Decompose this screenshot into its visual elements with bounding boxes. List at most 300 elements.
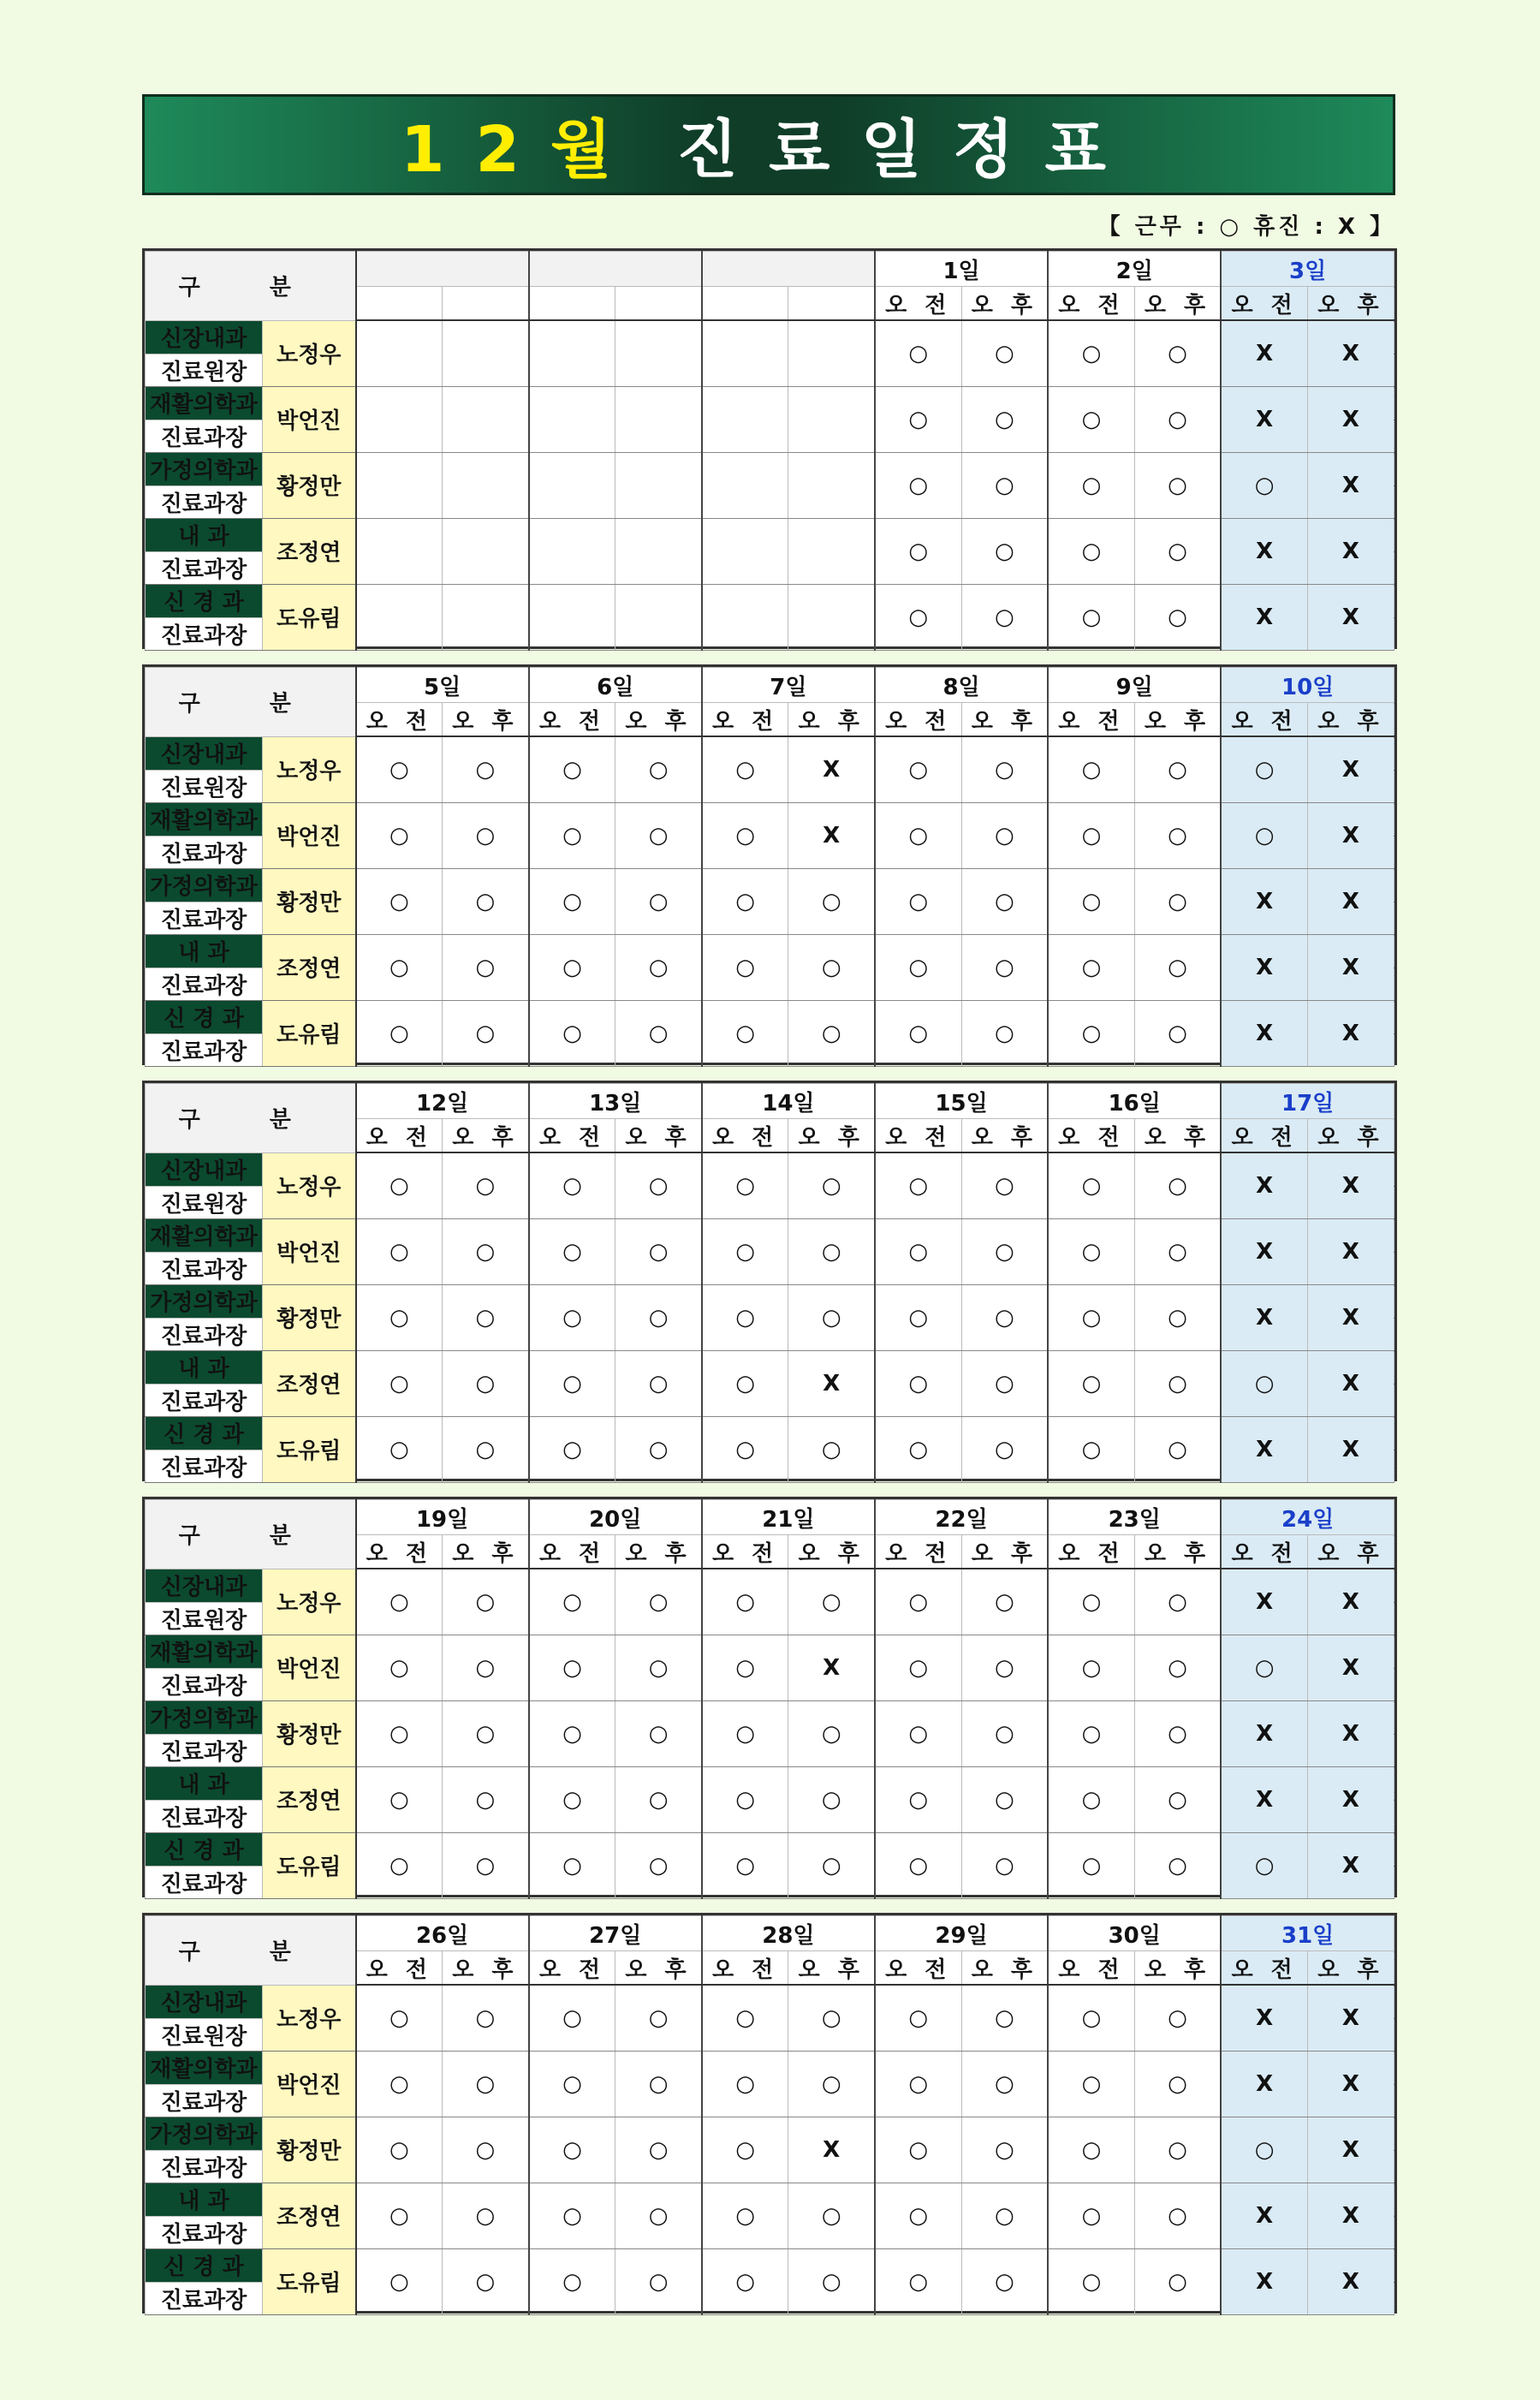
schedule-cell — [702, 584, 788, 650]
schedule-cell: X — [1307, 1152, 1394, 1218]
schedule-cell — [788, 584, 875, 650]
schedule-cell: X — [1221, 868, 1307, 934]
schedule-cell: ○ — [1134, 518, 1221, 584]
schedule-cell: ○ — [1048, 1350, 1134, 1416]
am-header — [356, 287, 443, 321]
schedule-cell: ○ — [1048, 2183, 1134, 2248]
schedule-cell: ○ — [1134, 2183, 1221, 2248]
role-label: 진료과장 — [146, 968, 263, 1000]
schedule-cell: ○ — [443, 868, 529, 934]
schedule-cell: ○ — [529, 1218, 615, 1284]
doctor-name: 황정만 — [263, 868, 356, 934]
pm-header: 오 후 — [961, 1535, 1048, 1569]
schedule-cell: X — [788, 1350, 875, 1416]
day-header: 12일 — [356, 1084, 529, 1119]
schedule-cell: ○ — [356, 2183, 443, 2248]
schedule-cell: X — [1307, 1635, 1394, 1700]
schedule-cell: ○ — [702, 934, 788, 1000]
schedule-cell: ○ — [1134, 1635, 1221, 1700]
department-label: 신장내과 — [146, 1985, 263, 2018]
schedule-cell: X — [1307, 2183, 1394, 2248]
department-label: 재활의학과 — [146, 2051, 263, 2084]
schedule-cell: X — [1221, 934, 1307, 1000]
gubun-header: 구 분 — [146, 1500, 356, 1569]
schedule-cell: ○ — [1134, 2117, 1221, 2183]
schedule-cell: ○ — [356, 2051, 443, 2117]
doctor-name: 황정만 — [263, 452, 356, 518]
schedule-cell: ○ — [1221, 1635, 1307, 1700]
day-header: 3일 — [1221, 252, 1394, 287]
schedule-cell: ○ — [1134, 1569, 1221, 1635]
schedule-cell: ○ — [875, 1350, 961, 1416]
pm-header: 오 후 — [1307, 287, 1394, 321]
department-label: 내 과 — [146, 518, 263, 551]
schedule-cell: ○ — [529, 736, 615, 802]
am-header: 오 전 — [356, 1951, 443, 1986]
schedule-cell: ○ — [529, 1000, 615, 1066]
schedule-cell: X — [788, 802, 875, 868]
doctor-name: 박언진 — [263, 1218, 356, 1284]
doctor-name: 노정우 — [263, 1152, 356, 1218]
schedule-cell: ○ — [1048, 1416, 1134, 1482]
role-label: 진료과장 — [146, 485, 263, 518]
pm-header: 오 후 — [1134, 287, 1221, 321]
day-header: 31일 — [1221, 1916, 1394, 1951]
schedule-cell: ○ — [1134, 1700, 1221, 1766]
role-label: 진료과장 — [146, 1252, 263, 1284]
schedule-cell: X — [1307, 2248, 1394, 2314]
am-header: 오 전 — [875, 1119, 961, 1153]
schedule-cell: ○ — [702, 1635, 788, 1700]
doctor-name: 조정연 — [263, 1766, 356, 1832]
schedule-cell: ○ — [875, 386, 961, 452]
week-table — [142, 1913, 1397, 2314]
schedule-cell: ○ — [961, 1635, 1048, 1700]
schedule-cell: X — [1307, 452, 1394, 518]
schedule-cell: ○ — [356, 2117, 443, 2183]
pm-header: 오 후 — [1307, 1119, 1394, 1153]
week-table — [142, 1497, 1397, 1897]
schedule-cell: ○ — [788, 934, 875, 1000]
schedule-cell: ○ — [615, 2051, 702, 2117]
schedule-cell: ○ — [702, 1152, 788, 1218]
schedule-cell: ○ — [356, 1218, 443, 1284]
day-header: 22일 — [875, 1500, 1048, 1535]
week-table — [142, 664, 1397, 1065]
schedule-cell: X — [1307, 1284, 1394, 1350]
department-label: 내 과 — [146, 934, 263, 968]
am-header: 오 전 — [875, 1951, 961, 1986]
pm-header: 오 후 — [443, 703, 529, 737]
department-label: 신 경 과 — [146, 1000, 263, 1033]
schedule-cell: ○ — [615, 1635, 702, 1700]
title-month: 12월 — [401, 113, 643, 187]
schedule-cell: ○ — [1048, 2051, 1134, 2117]
schedule-cell: ○ — [1048, 1284, 1134, 1350]
schedule-cell: ○ — [615, 1218, 702, 1284]
pm-header: 오 후 — [788, 703, 875, 737]
department-label: 신장내과 — [146, 320, 263, 354]
doctor-name: 도유림 — [263, 1832, 356, 1898]
schedule-cell: ○ — [615, 934, 702, 1000]
schedule-cell: ○ — [1048, 1000, 1134, 1066]
schedule-cell — [702, 518, 788, 584]
role-label: 진료과장 — [146, 1800, 263, 1832]
schedule-cell: ○ — [1221, 736, 1307, 802]
schedule-cell: ○ — [702, 1350, 788, 1416]
schedule-cell: ○ — [1134, 736, 1221, 802]
schedule-cell: ○ — [961, 1569, 1048, 1635]
schedule-cell — [788, 386, 875, 452]
role-label: 진료원장 — [146, 2018, 263, 2051]
schedule-cell: ○ — [875, 584, 961, 650]
schedule-cell: ○ — [615, 2117, 702, 2183]
day-header: 1일 — [875, 252, 1048, 287]
pm-header: 오 후 — [1134, 1535, 1221, 1569]
doctor-name: 조정연 — [263, 1350, 356, 1416]
day-header — [702, 252, 875, 287]
schedule-cell: X — [1221, 320, 1307, 386]
department-label: 가정의학과 — [146, 452, 263, 485]
schedule-cell: ○ — [529, 1350, 615, 1416]
schedule-cell: ○ — [788, 2248, 875, 2314]
doctor-name: 황정만 — [263, 1284, 356, 1350]
schedule-cell: ○ — [615, 2248, 702, 2314]
schedule-cell: ○ — [443, 934, 529, 1000]
schedule-cell — [615, 320, 702, 386]
schedule-cell: X — [1221, 584, 1307, 650]
schedule-cell: ○ — [1134, 1218, 1221, 1284]
pm-header: 오 후 — [1307, 1951, 1394, 1986]
schedule-cell: ○ — [1221, 2117, 1307, 2183]
pm-header: 오 후 — [961, 1951, 1048, 1986]
schedule-cell: ○ — [702, 2117, 788, 2183]
department-label: 신장내과 — [146, 1152, 263, 1186]
role-label: 진료과장 — [146, 1033, 263, 1066]
doctor-name: 황정만 — [263, 1700, 356, 1766]
schedule-cell: ○ — [529, 802, 615, 868]
schedule-cell: ○ — [961, 1985, 1048, 2051]
gubun-header: 구 분 — [146, 1084, 356, 1153]
schedule-cell: ○ — [788, 1832, 875, 1898]
schedule-cell: ○ — [788, 868, 875, 934]
pm-header: 오 후 — [1307, 1535, 1394, 1569]
day-header: 20일 — [529, 1500, 702, 1535]
am-header: 오 전 — [1221, 287, 1307, 321]
pm-header: 오 후 — [788, 1535, 875, 1569]
department-label: 가정의학과 — [146, 2117, 263, 2150]
am-header: 오 전 — [1221, 703, 1307, 737]
schedule-cell — [702, 452, 788, 518]
schedule-cell: ○ — [1048, 802, 1134, 868]
schedule-cell: ○ — [875, 452, 961, 518]
schedule-cell: ○ — [788, 2183, 875, 2248]
schedule-cell: ○ — [875, 1416, 961, 1482]
schedule-cell: ○ — [1134, 386, 1221, 452]
role-label: 진료과장 — [146, 902, 263, 934]
schedule-cell: ○ — [961, 1284, 1048, 1350]
day-header: 7일 — [702, 668, 875, 703]
doctor-name: 노정우 — [263, 736, 356, 802]
schedule-cell: X — [1221, 1700, 1307, 1766]
schedule-cell: X — [1221, 2051, 1307, 2117]
schedule-cell: ○ — [443, 1766, 529, 1832]
role-label: 진료과장 — [146, 617, 263, 650]
schedule-cell: ○ — [875, 1218, 961, 1284]
schedule-cell: ○ — [961, 1416, 1048, 1482]
schedule-cell: ○ — [875, 1152, 961, 1218]
schedule-cell: ○ — [443, 2117, 529, 2183]
doctor-name: 도유림 — [263, 584, 356, 650]
doctor-name: 조정연 — [263, 2183, 356, 2248]
am-header: 오 전 — [529, 1535, 615, 1569]
schedule-cell — [356, 320, 443, 386]
schedule-cell: ○ — [702, 2248, 788, 2314]
doctor-name: 도유림 — [263, 1416, 356, 1482]
schedule-cell: ○ — [443, 1985, 529, 2051]
week-table — [142, 248, 1397, 649]
day-header: 2일 — [1048, 252, 1221, 287]
schedule-cell: X — [1221, 1218, 1307, 1284]
schedule-cell: ○ — [788, 2051, 875, 2117]
schedule-cell: ○ — [1221, 802, 1307, 868]
schedule-cell: ○ — [961, 320, 1048, 386]
schedule-cell: ○ — [961, 2183, 1048, 2248]
am-header: 오 전 — [875, 1535, 961, 1569]
doctor-name: 노정우 — [263, 320, 356, 386]
schedule-cell: ○ — [1221, 1832, 1307, 1898]
schedule-cell: ○ — [961, 1000, 1048, 1066]
schedule-cell: ○ — [529, 868, 615, 934]
department-label: 신장내과 — [146, 1569, 263, 1602]
schedule-cell: ○ — [961, 2051, 1048, 2117]
schedule-cell: ○ — [615, 1766, 702, 1832]
schedule-cell: ○ — [443, 736, 529, 802]
schedule-cell — [615, 584, 702, 650]
schedule-cell: ○ — [1048, 736, 1134, 802]
schedule-cell: ○ — [615, 1350, 702, 1416]
schedule-cell: ○ — [1134, 2051, 1221, 2117]
schedule-cell: ○ — [443, 1416, 529, 1482]
department-label: 가정의학과 — [146, 1700, 263, 1734]
schedule-cell: ○ — [529, 2183, 615, 2248]
schedule-cell: ○ — [529, 1416, 615, 1482]
schedule-cell: ○ — [961, 868, 1048, 934]
schedule-cell: X — [1307, 1700, 1394, 1766]
am-header: 오 전 — [1221, 1535, 1307, 1569]
schedule-cell: ○ — [615, 1569, 702, 1635]
schedule-cell: ○ — [788, 1218, 875, 1284]
day-header: 14일 — [702, 1084, 875, 1119]
schedule-cell: X — [1221, 1416, 1307, 1482]
schedule-cell: ○ — [702, 802, 788, 868]
schedule-cell: ○ — [788, 1985, 875, 2051]
schedule-cell: ○ — [1134, 1350, 1221, 1416]
schedule-cell: ○ — [1134, 1152, 1221, 1218]
schedule-cell — [529, 386, 615, 452]
am-header: 오 전 — [1048, 287, 1134, 321]
schedule-cell: X — [1221, 1284, 1307, 1350]
role-label: 진료과장 — [146, 2282, 263, 2314]
schedule-cell: X — [1307, 386, 1394, 452]
schedule-cell: ○ — [356, 802, 443, 868]
department-label: 내 과 — [146, 1766, 263, 1800]
schedule-cell: ○ — [961, 1700, 1048, 1766]
schedule-cell: ○ — [875, 2183, 961, 2248]
schedule-cell: ○ — [788, 1284, 875, 1350]
am-header: 오 전 — [702, 1951, 788, 1986]
role-label: 진료과장 — [146, 1318, 263, 1350]
schedule-cell: ○ — [788, 1000, 875, 1066]
schedule-cell: ○ — [875, 1700, 961, 1766]
schedule-cell: ○ — [443, 1152, 529, 1218]
schedule-cell: ○ — [875, 1284, 961, 1350]
day-header: 15일 — [875, 1084, 1048, 1119]
pm-header — [615, 287, 702, 321]
schedule-cell: X — [1307, 736, 1394, 802]
schedule-cell — [356, 518, 443, 584]
role-label: 진료원장 — [146, 770, 263, 802]
schedule-cell: ○ — [875, 934, 961, 1000]
schedule-cell: ○ — [529, 1569, 615, 1635]
doctor-name: 황정만 — [263, 2117, 356, 2183]
schedule-cell: X — [1307, 802, 1394, 868]
schedule-cell: X — [1221, 518, 1307, 584]
doctor-name: 조정연 — [263, 934, 356, 1000]
schedule-cell: ○ — [702, 1766, 788, 1832]
schedule-cell: ○ — [875, 1000, 961, 1066]
schedule-cell: ○ — [875, 1635, 961, 1700]
schedule-cell: ○ — [875, 1985, 961, 2051]
schedule-cell: X — [1221, 1000, 1307, 1066]
schedule-cell: ○ — [875, 802, 961, 868]
day-header: 5일 — [356, 668, 529, 703]
day-header — [356, 252, 529, 287]
gubun-header: 구 분 — [146, 1916, 356, 1986]
schedule-cell: ○ — [1048, 452, 1134, 518]
schedule-cell: ○ — [961, 1350, 1048, 1416]
day-header: 16일 — [1048, 1084, 1221, 1119]
schedule-cell: X — [1307, 1569, 1394, 1635]
role-label: 진료과장 — [146, 1384, 263, 1416]
day-header: 28일 — [702, 1916, 875, 1951]
schedule-cell: X — [1307, 1416, 1394, 1482]
pm-header: 오 후 — [443, 1119, 529, 1153]
pm-header — [788, 287, 875, 321]
schedule-cell: ○ — [875, 868, 961, 934]
schedule-cell: ○ — [615, 1700, 702, 1766]
schedule-cell: ○ — [875, 1832, 961, 1898]
schedule-cell: ○ — [529, 2117, 615, 2183]
schedule-cell: ○ — [529, 2248, 615, 2314]
schedule-cell: ○ — [1134, 1985, 1221, 2051]
department-label: 신 경 과 — [146, 1832, 263, 1866]
department-label: 가정의학과 — [146, 1284, 263, 1318]
schedule-cell: X — [1307, 1218, 1394, 1284]
role-label: 진료과장 — [146, 551, 263, 584]
schedule-cell: ○ — [961, 934, 1048, 1000]
schedule-cell: X — [1221, 1985, 1307, 2051]
schedule-cell: ○ — [615, 1152, 702, 1218]
am-header: 오 전 — [529, 1119, 615, 1153]
role-label: 진료과장 — [146, 420, 263, 452]
schedule-cell: ○ — [1134, 584, 1221, 650]
schedule-cell: ○ — [615, 1985, 702, 2051]
schedule-cell — [529, 584, 615, 650]
schedule-cell: ○ — [875, 2051, 961, 2117]
schedule-cell: ○ — [1048, 934, 1134, 1000]
schedule-cell: X — [1307, 1350, 1394, 1416]
day-header: 27일 — [529, 1916, 702, 1951]
schedule-cell: ○ — [961, 1766, 1048, 1832]
schedule-cell: X — [1221, 2183, 1307, 2248]
schedule-cell: ○ — [529, 1700, 615, 1766]
schedule-cell: ○ — [443, 1700, 529, 1766]
gubun-header: 구 분 — [146, 252, 356, 321]
schedule-cell: ○ — [702, 1416, 788, 1482]
schedule-cell: ○ — [788, 1152, 875, 1218]
schedule-cell: ○ — [961, 1832, 1048, 1898]
schedule-cell: ○ — [961, 584, 1048, 650]
pm-header: 오 후 — [615, 703, 702, 737]
schedule-cell: ○ — [961, 2117, 1048, 2183]
day-header: 24일 — [1221, 1500, 1394, 1535]
schedule-cell: ○ — [529, 1635, 615, 1700]
schedule-cell — [615, 386, 702, 452]
am-header: 오 전 — [529, 703, 615, 737]
schedule-cell: X — [1307, 320, 1394, 386]
schedule-cell: X — [1307, 2117, 1394, 2183]
schedule-cell: ○ — [1134, 1284, 1221, 1350]
schedule-cell: ○ — [1048, 2117, 1134, 2183]
schedule-cell — [615, 518, 702, 584]
am-header: 오 전 — [356, 1535, 443, 1569]
schedule-cell: ○ — [788, 1416, 875, 1482]
department-label: 가정의학과 — [146, 868, 263, 902]
role-label: 진료원장 — [146, 1602, 263, 1635]
schedule-cell: ○ — [1134, 2248, 1221, 2314]
day-header — [529, 252, 702, 287]
schedule-cell: ○ — [961, 736, 1048, 802]
schedule-cell: ○ — [961, 1218, 1048, 1284]
schedule-cell: ○ — [875, 320, 961, 386]
schedule-cell: ○ — [1048, 1832, 1134, 1898]
pm-header: 오 후 — [443, 1951, 529, 1986]
schedule-cell: ○ — [875, 2117, 961, 2183]
pm-header: 오 후 — [961, 287, 1048, 321]
doctor-name: 도유림 — [263, 1000, 356, 1066]
schedule-cell: ○ — [1134, 452, 1221, 518]
role-label: 진료과장 — [146, 1866, 263, 1898]
schedule-cell: ○ — [529, 1766, 615, 1832]
schedule-cell: ○ — [961, 386, 1048, 452]
schedule-cell: ○ — [356, 1416, 443, 1482]
schedule-cell — [443, 518, 529, 584]
schedule-cell — [788, 452, 875, 518]
schedule-cell: ○ — [529, 2051, 615, 2117]
role-label: 진료원장 — [146, 1186, 263, 1218]
schedule-cell: ○ — [702, 1000, 788, 1066]
schedule-cell: ○ — [615, 2183, 702, 2248]
schedule-cell: ○ — [356, 736, 443, 802]
role-label: 진료과장 — [146, 2084, 263, 2117]
day-header: 8일 — [875, 668, 1048, 703]
schedule-cell: ○ — [529, 1985, 615, 2051]
schedule-cell — [529, 452, 615, 518]
doctor-name: 박언진 — [263, 386, 356, 452]
am-header: 오 전 — [875, 703, 961, 737]
schedule-cell — [443, 386, 529, 452]
